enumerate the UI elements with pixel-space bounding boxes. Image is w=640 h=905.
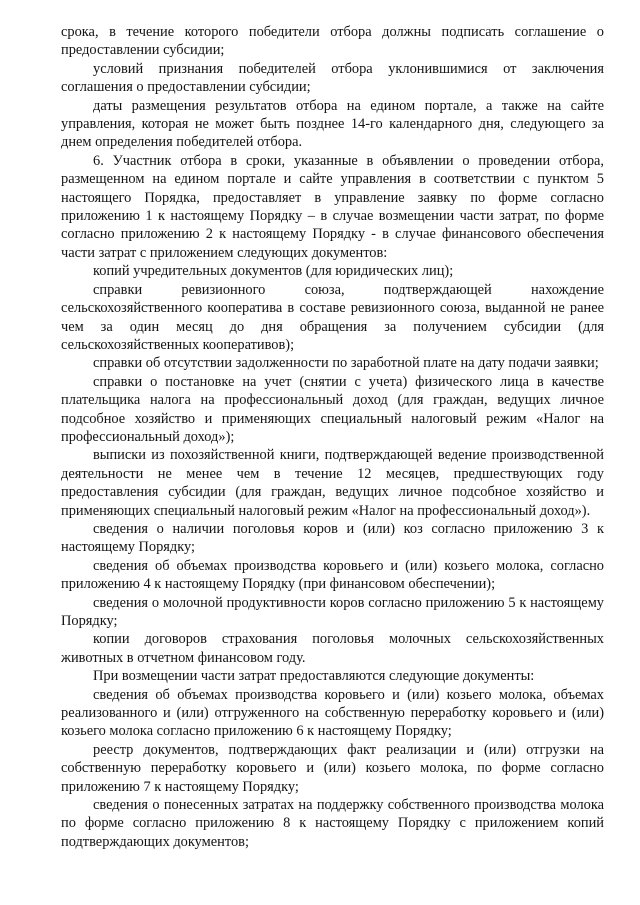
paragraph-15: сведения об объемах производства коровьего и (или) козьего молока, объемах реализованного и (или) отгруженного на собственную переработку коровьего и (или) козьего молока согласно приложению 6 к настоящему Порядку; bbox=[61, 686, 604, 740]
paragraph-5: копий учредительных документов (для юридических лиц); bbox=[93, 263, 454, 280]
paragraph-16: реестр документов, подтверждающих факт реализации и (или) отгрузки на собственную переработку коровьего и (или) козьего молока, по форме согласно приложению 7 к настоящему Порядку; bbox=[61, 741, 604, 795]
paragraph-11: сведения об объемах производства коровьего и (или) козьего молока, согласно приложению 4 к настоящему Порядку (при финансовом обеспечении); bbox=[61, 557, 604, 593]
paragraph-17: сведения о понесенных затратах на поддержку собственного производства молока по форме согласно приложению 8 к настоящему Порядку с приложением копий подтверждающих документов; bbox=[61, 797, 604, 850]
paragraph-14: При возмещении части затрат предоставляются следующие документы: bbox=[93, 668, 535, 685]
paragraph-13: копии договоров страхования поголовья молочных сельскохозяйственных животных в отчетном финансовом году. bbox=[61, 631, 604, 666]
paragraph-7: справки об отсутствии задолженности по заработной плате на дату подачи заявки; bbox=[93, 355, 599, 372]
paragraph-3: даты размещения результатов отбора на едином портале, а также на сайте управления, которая не может быть позднее 14-го календарного дня, следующего за днем определения победителей отбора. bbox=[61, 97, 604, 151]
paragraph-1: срока, в течение которого победители отбора должны подписать соглашение о предоставлении субсидии; bbox=[61, 24, 604, 59]
paragraph-8: справки о постановке на учет (снятии с учета) физического лица в качестве плательщика налога на профессиональный доход (для граждан, ведущих личное подсобное хозяйство и применяющих специальный налоговый режим «Налог на профессиональный доход»); bbox=[61, 373, 604, 445]
paragraph-12: сведения о молочной продуктивности коров согласно приложению 5 к настоящему Порядку; bbox=[61, 594, 604, 629]
paragraph-9: выписки из похозяйственной книги, подтверждающей ведение производственной деятельности не менее чем в течение 12 месяцев, предшествующих году предоставления субсидии (для граждан, ведущих личное подсобное хозяйство и применяющих специальный налоговый режим «Налог на профессиональный доход»). bbox=[61, 447, 604, 519]
paragraph-10: сведения о наличии поголовья коров и (или) коз согласно приложению 3 к настоящему Порядку; bbox=[61, 520, 604, 556]
paragraph-4: 6. Участник отбора в сроки, указанные в объявлении о проведении отбора, размещенном на едином портале и сайте управления в соответствии с пунктом 5 настоящего Порядка, предоставляет в управление заявку по форме согласно приложению 1 к настоящему Порядку – в случае возмещении части затрат, по форме согласно приложению 2 к настоящему Порядку - в случае финансового обеспечения части затрат с приложением следующих документов: bbox=[61, 152, 604, 261]
paragraph-6: справки ревизионного союза, подтверждающей нахождение сельскохозяйственного кооператива в составе ревизионного союза, выданной не ранее чем за один месяц до дня обращения за получением субсидии (для сельскохозяйственных кооперативов); bbox=[61, 281, 604, 353]
paragraph-2: условий признания победителей отбора уклонившимися от заключения соглашения о предоставлении субсидии; bbox=[61, 60, 604, 96]
